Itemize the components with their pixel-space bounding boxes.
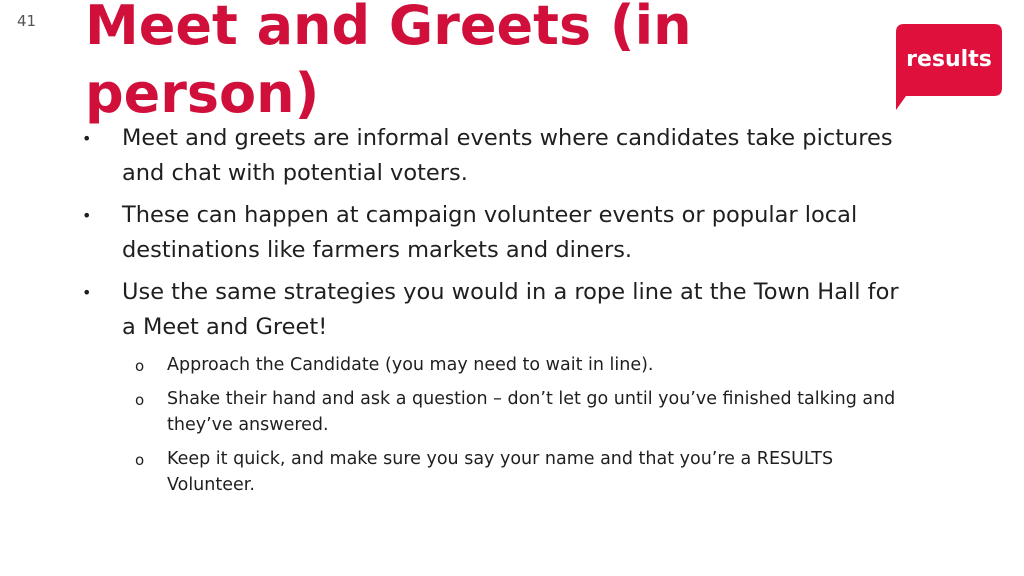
sub-bullet-item [82, 386, 912, 438]
slide-title: Meet and Greets (in person) [85, 0, 692, 125]
slide-number: 41 [17, 12, 37, 30]
bullet-item [82, 198, 912, 268]
sub-bullet-text: Shake their hand and ask a question – don’t let go until you’ve finished talking and they’ve answered. [167, 389, 896, 435]
bullet-item [82, 121, 912, 191]
bullet-text: Meet and greets are informal events where candidates take pictures and chat with potential voters. [122, 125, 893, 186]
results-logo [896, 24, 1002, 110]
bullet-marker: • [82, 206, 92, 225]
slide-content [82, 121, 912, 506]
sub-bullet-text: Approach the Candidate (you may need to wait in line). [167, 355, 654, 375]
sub-bullet-item [82, 446, 912, 498]
logo-text: results [906, 47, 992, 72]
sub-bullet-marker: o [135, 391, 145, 409]
bullet-marker: • [82, 129, 92, 148]
sub-bullet-marker: o [135, 451, 145, 469]
logo-badge [896, 24, 1002, 110]
bullet-marker: • [82, 283, 92, 302]
bullet-text: These can happen at campaign volunteer events or popular local destinations like farmers markets and diners. [122, 202, 858, 263]
sub-bullet-marker: o [135, 357, 145, 375]
sub-bullet-text: Keep it quick, and make sure you say your name and that you’re a RESULTS Volunteer. [167, 449, 834, 495]
sub-bullet-item [82, 352, 912, 378]
bullet-text: Use the same strategies you would in a rope line at the Town Hall for a Meet and Greet! [122, 279, 899, 340]
bullet-item [82, 275, 912, 345]
